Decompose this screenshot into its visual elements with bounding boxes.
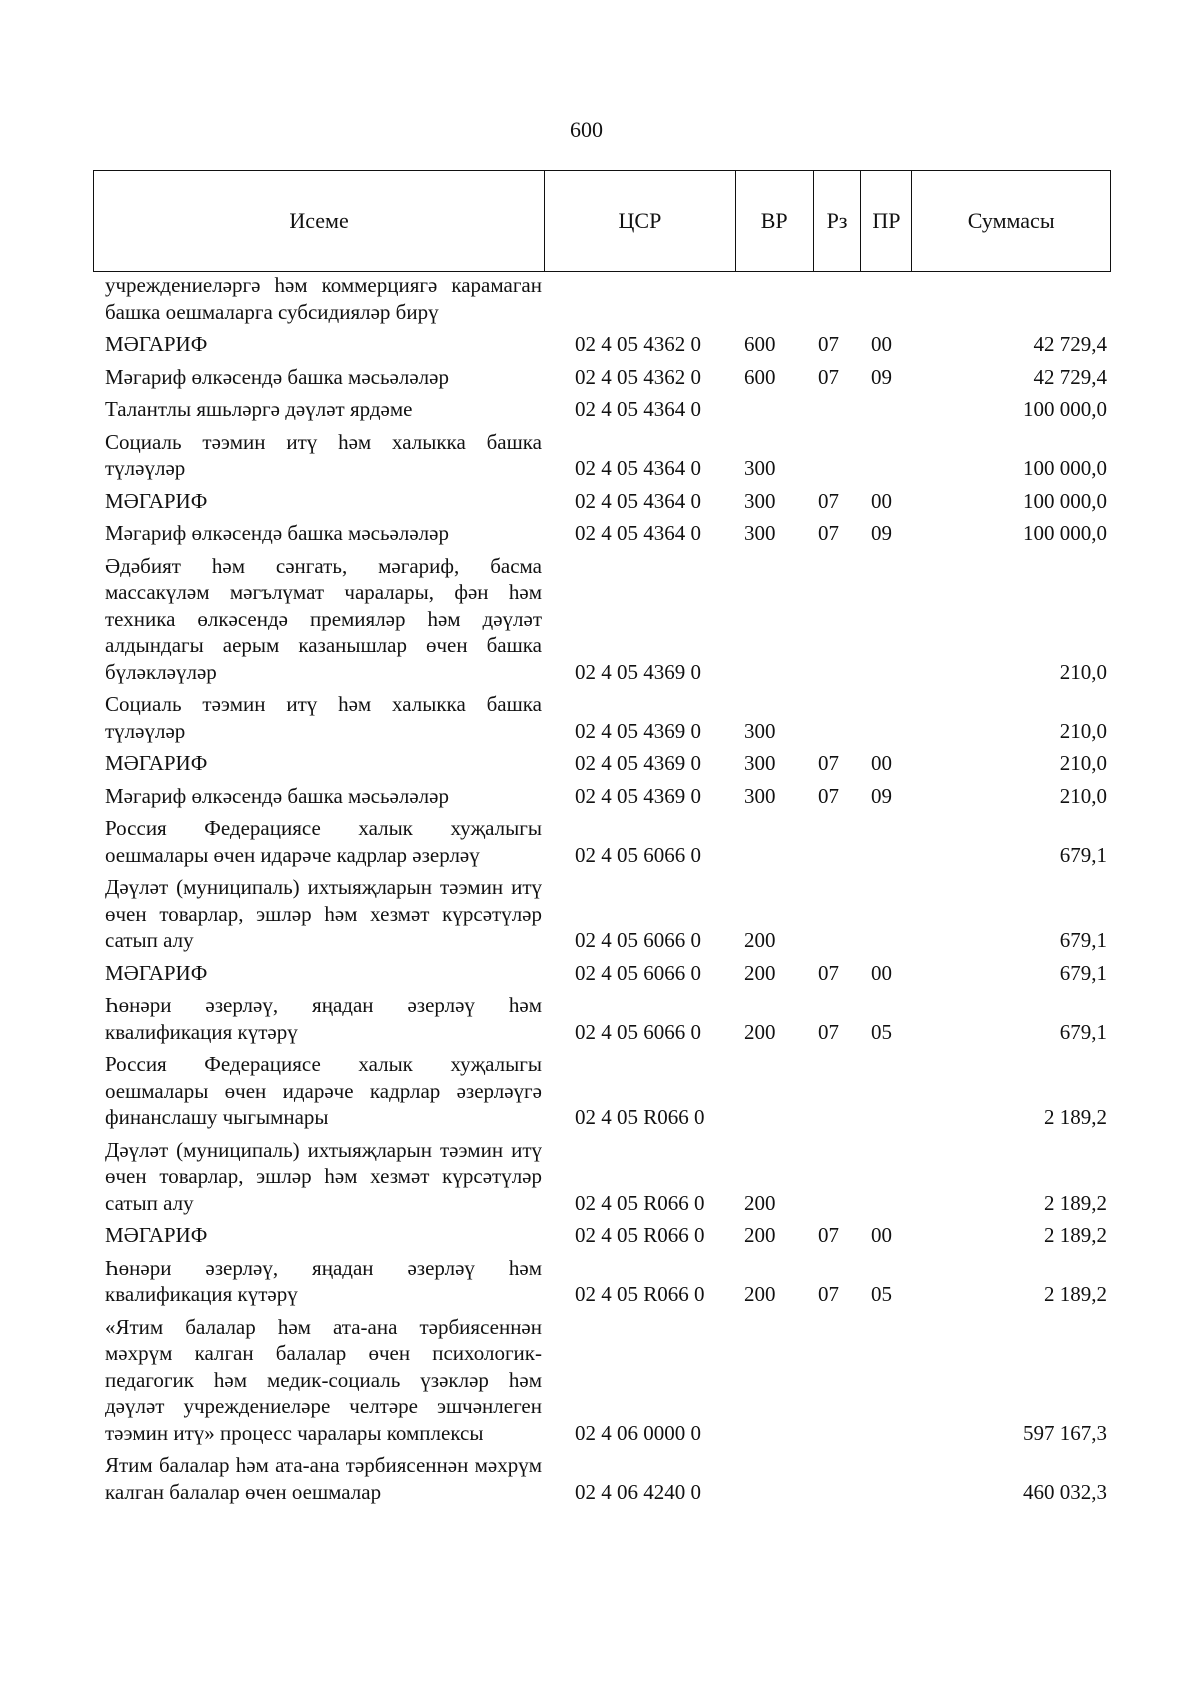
row-name: Һөнәри әзерләү, яңадан әзерләү һәм квалификация күтәрү — [105, 1255, 542, 1306]
row-csr: 02 4 05 R066 0 — [575, 1223, 705, 1247]
table-row — [93, 1446, 1111, 1505]
row-csr: 02 4 05 4364 0 — [575, 488, 701, 513]
row-csr: 02 4 05 4369 0 — [575, 659, 701, 684]
row-vr: 300 — [744, 456, 776, 480]
row-name: Россия Федерациясе халык хуҗалыгы оешмалары өчен идарәче кадрлар әзерләү — [105, 816, 542, 867]
table-row — [93, 358, 1111, 391]
header-csr: ЦСР — [545, 171, 736, 271]
header-sum: Суммасы — [967, 208, 1055, 233]
row-name: Социаль тәэмин итү һәм халыкка башка түләүләр — [105, 692, 542, 743]
table-row — [93, 1249, 1111, 1308]
row-vr: 200 — [744, 1223, 776, 1247]
row-rz: 07 — [818, 1019, 839, 1044]
table-row — [93, 547, 1111, 686]
row-vr: 200 — [744, 1019, 776, 1044]
row-pr: 00 — [871, 1223, 892, 1247]
table-row — [93, 272, 1111, 325]
row-sum: 460 032,3 — [1023, 1479, 1107, 1504]
row-csr: 02 4 05 R066 0 — [575, 1282, 705, 1306]
row-vr: 300 — [744, 488, 776, 513]
row-csr: 02 4 05 4362 0 — [575, 364, 701, 389]
row-rz: 07 — [818, 1282, 839, 1306]
row-sum: 2 189,2 — [1044, 1190, 1107, 1215]
row-name: Талантлы яшьләргә дәүләт ярдәме — [105, 397, 413, 421]
row-name: Мәгариф өлкәсендә башка мәсьәләләр — [105, 364, 449, 389]
row-rz: 07 — [818, 332, 839, 356]
row-name: Дәүләт (муниципаль) ихтыяҗларын тәэмин итү өчен товарлар, эшләр һәм хезмәт күрсәтүләр сатып алу — [105, 1137, 542, 1215]
row-sum: 210,0 — [1059, 718, 1107, 743]
row-rz: 07 — [818, 751, 839, 775]
row-csr: 02 4 05 6066 0 — [575, 842, 701, 867]
row-name: МӘГАРИФ — [105, 960, 208, 985]
row-sum: 679,1 — [1059, 842, 1107, 867]
row-vr: 300 — [744, 783, 776, 808]
row-pr: 05 — [871, 1019, 892, 1044]
row-sum: 100 000,0 — [1023, 397, 1107, 421]
row-name: МӘГАРИФ — [105, 488, 208, 513]
table-row — [93, 777, 1111, 810]
row-sum: 210,0 — [1059, 751, 1107, 775]
row-name: Ятим балалар һәм ата-ана тәрбиясеннән мәхрүм калган балалар өчен оешмалар — [105, 1453, 542, 1504]
row-csr: 02 4 05 R066 0 — [575, 1105, 705, 1129]
row-csr: 02 4 05 4362 0 — [575, 332, 701, 356]
row-sum: 100 000,0 — [1023, 456, 1107, 480]
row-pr: 05 — [871, 1282, 892, 1306]
row-name: МӘГАРИФ — [105, 1223, 208, 1247]
row-name: Россия Федерациясе халык хуҗалыгы оешмалары өчен идарәче кадрлар әзерләүгә финанслашу чыгымнары — [105, 1052, 542, 1129]
row-name: МӘГАРИФ — [105, 751, 208, 775]
table-row — [93, 1216, 1111, 1249]
row-name: Дәүләт (муниципаль) ихтыяҗларын тәэмин итү өчен товарлар, эшләр һәм хезмәт күрсәтүләр сатып алу — [105, 875, 542, 952]
row-sum: 210,0 — [1059, 659, 1107, 684]
row-sum: 679,1 — [1059, 928, 1107, 952]
row-rz: 07 — [818, 1223, 839, 1247]
row-sum: 42 729,4 — [1033, 364, 1107, 389]
table-row — [93, 685, 1111, 744]
row-csr: 02 4 05 4369 0 — [575, 718, 701, 743]
row-vr: 300 — [744, 521, 776, 545]
table-row — [93, 1045, 1111, 1131]
row-csr: 02 4 05 6066 0 — [575, 1019, 701, 1044]
row-vr: 200 — [744, 1190, 776, 1215]
row-pr: 00 — [871, 751, 892, 775]
row-rz: 07 — [818, 521, 839, 545]
row-sum: 2 189,2 — [1044, 1223, 1107, 1247]
table-row — [93, 809, 1111, 868]
row-sum: 2 189,2 — [1044, 1105, 1107, 1129]
row-name: Мәгариф өлкәсендә башка мәсьәләләр — [105, 783, 449, 808]
row-csr: 02 4 05 4364 0 — [575, 397, 701, 421]
row-sum: 210,0 — [1059, 783, 1107, 808]
row-name: Мәгариф өлкәсендә башка мәсьәләләр — [105, 521, 449, 545]
row-sum: 42 729,4 — [1033, 332, 1107, 356]
row-vr: 600 — [744, 364, 776, 389]
row-csr: 02 4 06 0000 0 — [575, 1420, 701, 1445]
table-row — [93, 1131, 1111, 1217]
row-csr: 02 4 05 4364 0 — [575, 456, 701, 480]
row-csr: 02 4 05 6066 0 — [575, 928, 701, 952]
row-rz: 07 — [818, 488, 839, 513]
row-vr: 200 — [744, 928, 776, 952]
table-row — [93, 1308, 1111, 1447]
row-sum: 679,1 — [1059, 1019, 1107, 1044]
row-pr: 00 — [871, 332, 892, 356]
row-sum: 679,1 — [1059, 960, 1107, 985]
header-pr: ПР — [861, 171, 912, 271]
row-rz: 07 — [818, 364, 839, 389]
header-vr: ВР — [736, 171, 814, 271]
row-sum: 2 189,2 — [1044, 1282, 1107, 1306]
row-name: Әдәбият һәм сәнгать, мәгариф, басма массакүләм мәгълүмат чаралары, фән һәм техника өлкәсендә премияләр һәм дәүләт алдындагы аерым казанышлар өчен башка бүләкләүләр — [105, 553, 542, 684]
row-rz: 07 — [818, 960, 839, 985]
table-row — [93, 325, 1111, 358]
row-pr: 00 — [871, 488, 892, 513]
row-pr: 09 — [871, 521, 892, 545]
row-csr: 02 4 05 4369 0 — [575, 783, 701, 808]
table-row — [93, 423, 1111, 482]
table-row — [93, 482, 1111, 515]
row-pr: 09 — [871, 783, 892, 808]
row-rz: 07 — [818, 783, 839, 808]
table-row — [93, 986, 1111, 1045]
table-row — [93, 514, 1111, 547]
row-sum: 597 167,3 — [1023, 1420, 1107, 1445]
row-vr: 300 — [744, 718, 776, 743]
row-csr: 02 4 06 4240 0 — [575, 1479, 701, 1504]
row-vr: 200 — [744, 1282, 776, 1306]
table-header — [93, 170, 1111, 272]
row-vr: 200 — [744, 960, 776, 985]
table-row — [93, 390, 1111, 423]
row-name: «Ятим балалар һәм ата-ана тәрбиясеннән мәхрүм калган балалар өчен психологик-педагогик һәм медик-социаль үзәкләр һәм дәүләт учреждениеләре челтәре эшчәнлеген тәэмин итү» процесс чаралары комплексы — [105, 1314, 542, 1445]
page-number: 600 — [570, 117, 603, 142]
table-row — [93, 868, 1111, 954]
table-body — [93, 272, 1111, 1505]
row-pr: 00 — [871, 960, 892, 985]
row-name: МӘГАРИФ — [105, 332, 208, 356]
header-name: Исеме — [94, 171, 545, 271]
table-row — [93, 744, 1111, 777]
row-sum: 100 000,0 — [1023, 488, 1107, 513]
row-sum: 100 000,0 — [1023, 521, 1107, 545]
row-name: Социаль тәэмин итү һәм халыкка башка түләүләр — [105, 429, 542, 480]
row-csr: 02 4 05 4364 0 — [575, 521, 701, 545]
row-vr: 300 — [744, 751, 776, 775]
row-csr: 02 4 05 4369 0 — [575, 751, 701, 775]
table-row — [93, 954, 1111, 987]
row-pr: 09 — [871, 364, 892, 389]
row-csr: 02 4 05 R066 0 — [575, 1190, 705, 1215]
header-rz: Рз — [814, 171, 862, 271]
row-name: Һөнәри әзерләү, яңадан әзерләү һәм квалификация күтәрү — [105, 993, 542, 1044]
row-csr: 02 4 05 6066 0 — [575, 960, 701, 985]
row-vr: 600 — [744, 332, 776, 356]
row-name: учреждениеләргә һәм коммерциягә карамаган башка оешмаларга субсидияләр бирү — [105, 273, 542, 324]
